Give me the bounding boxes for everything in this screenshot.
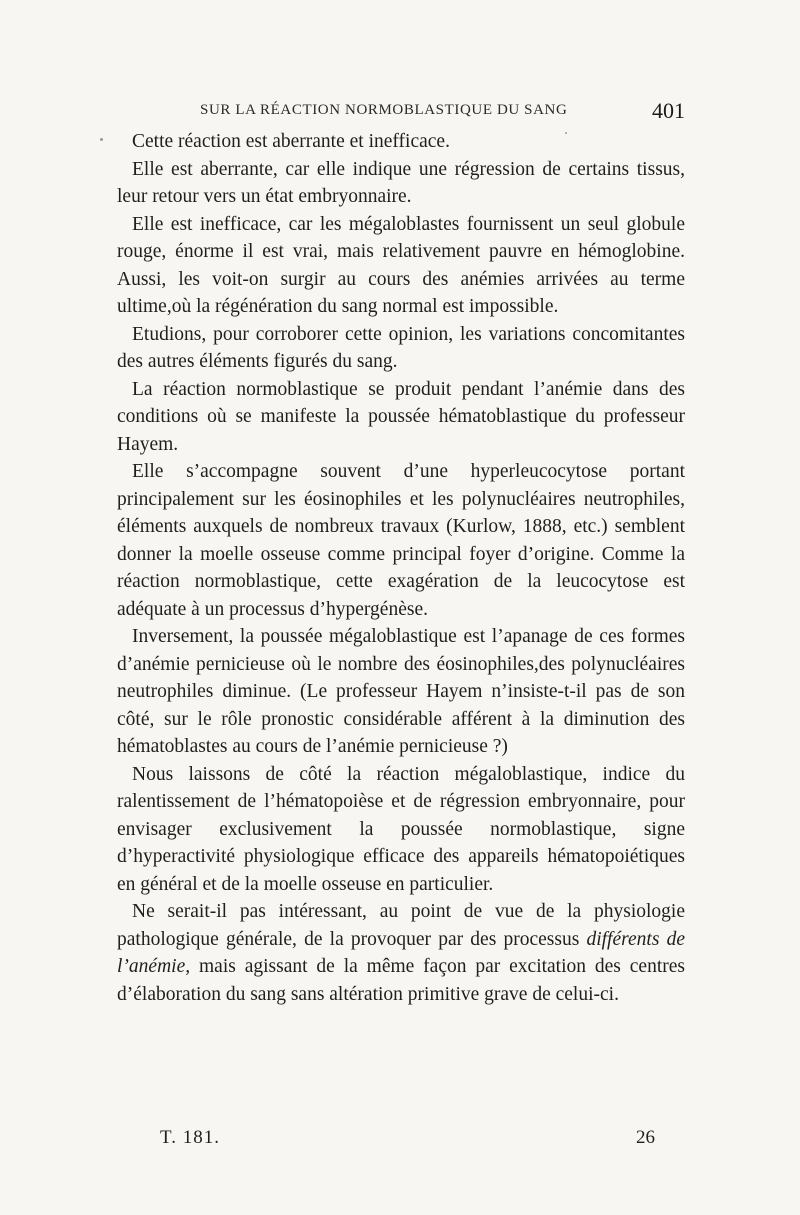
italic-phrase: différents de l’anémie,: [117, 928, 685, 977]
paragraph: Nous laissons de côté la réaction mégaloblastique, indice du ralentissement de l’hématopoièse et de régression embryonnaire, pour envisager exclusivement la poussée normoblastique, signe d’hyperactivité physiologique efficace des appareils hématopoiétiques en général et de la moelle osseuse en particulier.: [117, 763, 685, 895]
page-footer: [160, 1127, 655, 1153]
signature-mark: T. 181.: [160, 1127, 220, 1148]
gathering-number: 26: [636, 1127, 655, 1148]
print-speck: [100, 138, 103, 141]
paragraph: Inversement, la poussée mégaloblastique est l’apanage de ces formes d’anémie pernicieuse où le nombre des éosinophiles,des polynucléaires neutrophiles diminue. (Le professeur Hayem n’insiste-t-il pas de son côté, sur le rôle pronostic considérable afférent à la diminution des hématoblastes au cours de l’anémie pernicieuse ?): [117, 626, 685, 757]
body-text: [117, 128, 685, 1008]
paragraph: Elle s’accompagne souvent d’une hyperleucocytose portant principalement sur les éosinophiles et les polynucléaires neutrophiles, éléments auxquels de nombreux travaux (Kurlow, 1888, etc.) semblent donner la moelle osseuse comme principal foyer d’origine. Comme la réaction normoblastique, cette exagération de la leucocytose est adéquate à un processus d’hypergénèse.: [117, 461, 685, 620]
paragraph: Elle est inefficace, car les mégaloblastes fournissent un seul globule rouge, énorme il est vrai, mais relativement pauvre en hémoglobine. Aussi, les voit-on surgir au cours des anémies arrivées au terme ultime,où la régénération du sang normal est impossible.: [117, 213, 685, 317]
paragraph: [117, 898, 685, 1008]
page-header: [200, 98, 685, 124]
paragraph-text: Ne serait-il pas intéressant, au point de vue de la physiologie pathologique générale, de la provoquer par des processus: [117, 901, 685, 950]
paragraph: Cette réaction est aberrante et inefficace.: [132, 131, 450, 152]
running-head: SUR LA RÉACTION NORMOBLASTIQUE DU SANG: [200, 102, 568, 118]
paragraph: Etudions, pour corroborer cette opinion, les variations concomitantes des autres éléments figurés du sang.: [117, 323, 685, 372]
print-speck: [565, 132, 567, 134]
paragraph: Elle est aberrante, car elle indique une régression de certains tissus, leur retour vers un état embryonnaire.: [117, 158, 685, 207]
paragraph: La réaction normoblastique se produit pendant l’anémie dans des conditions où se manifeste la poussée hématoblastique du professeur Hayem.: [117, 378, 685, 455]
paragraph-text: mais agissant de la même façon par excitation des centres d’élaboration du sang sans altération primitive grave de celui-ci.: [117, 956, 685, 1005]
page-number: 401: [652, 98, 685, 123]
